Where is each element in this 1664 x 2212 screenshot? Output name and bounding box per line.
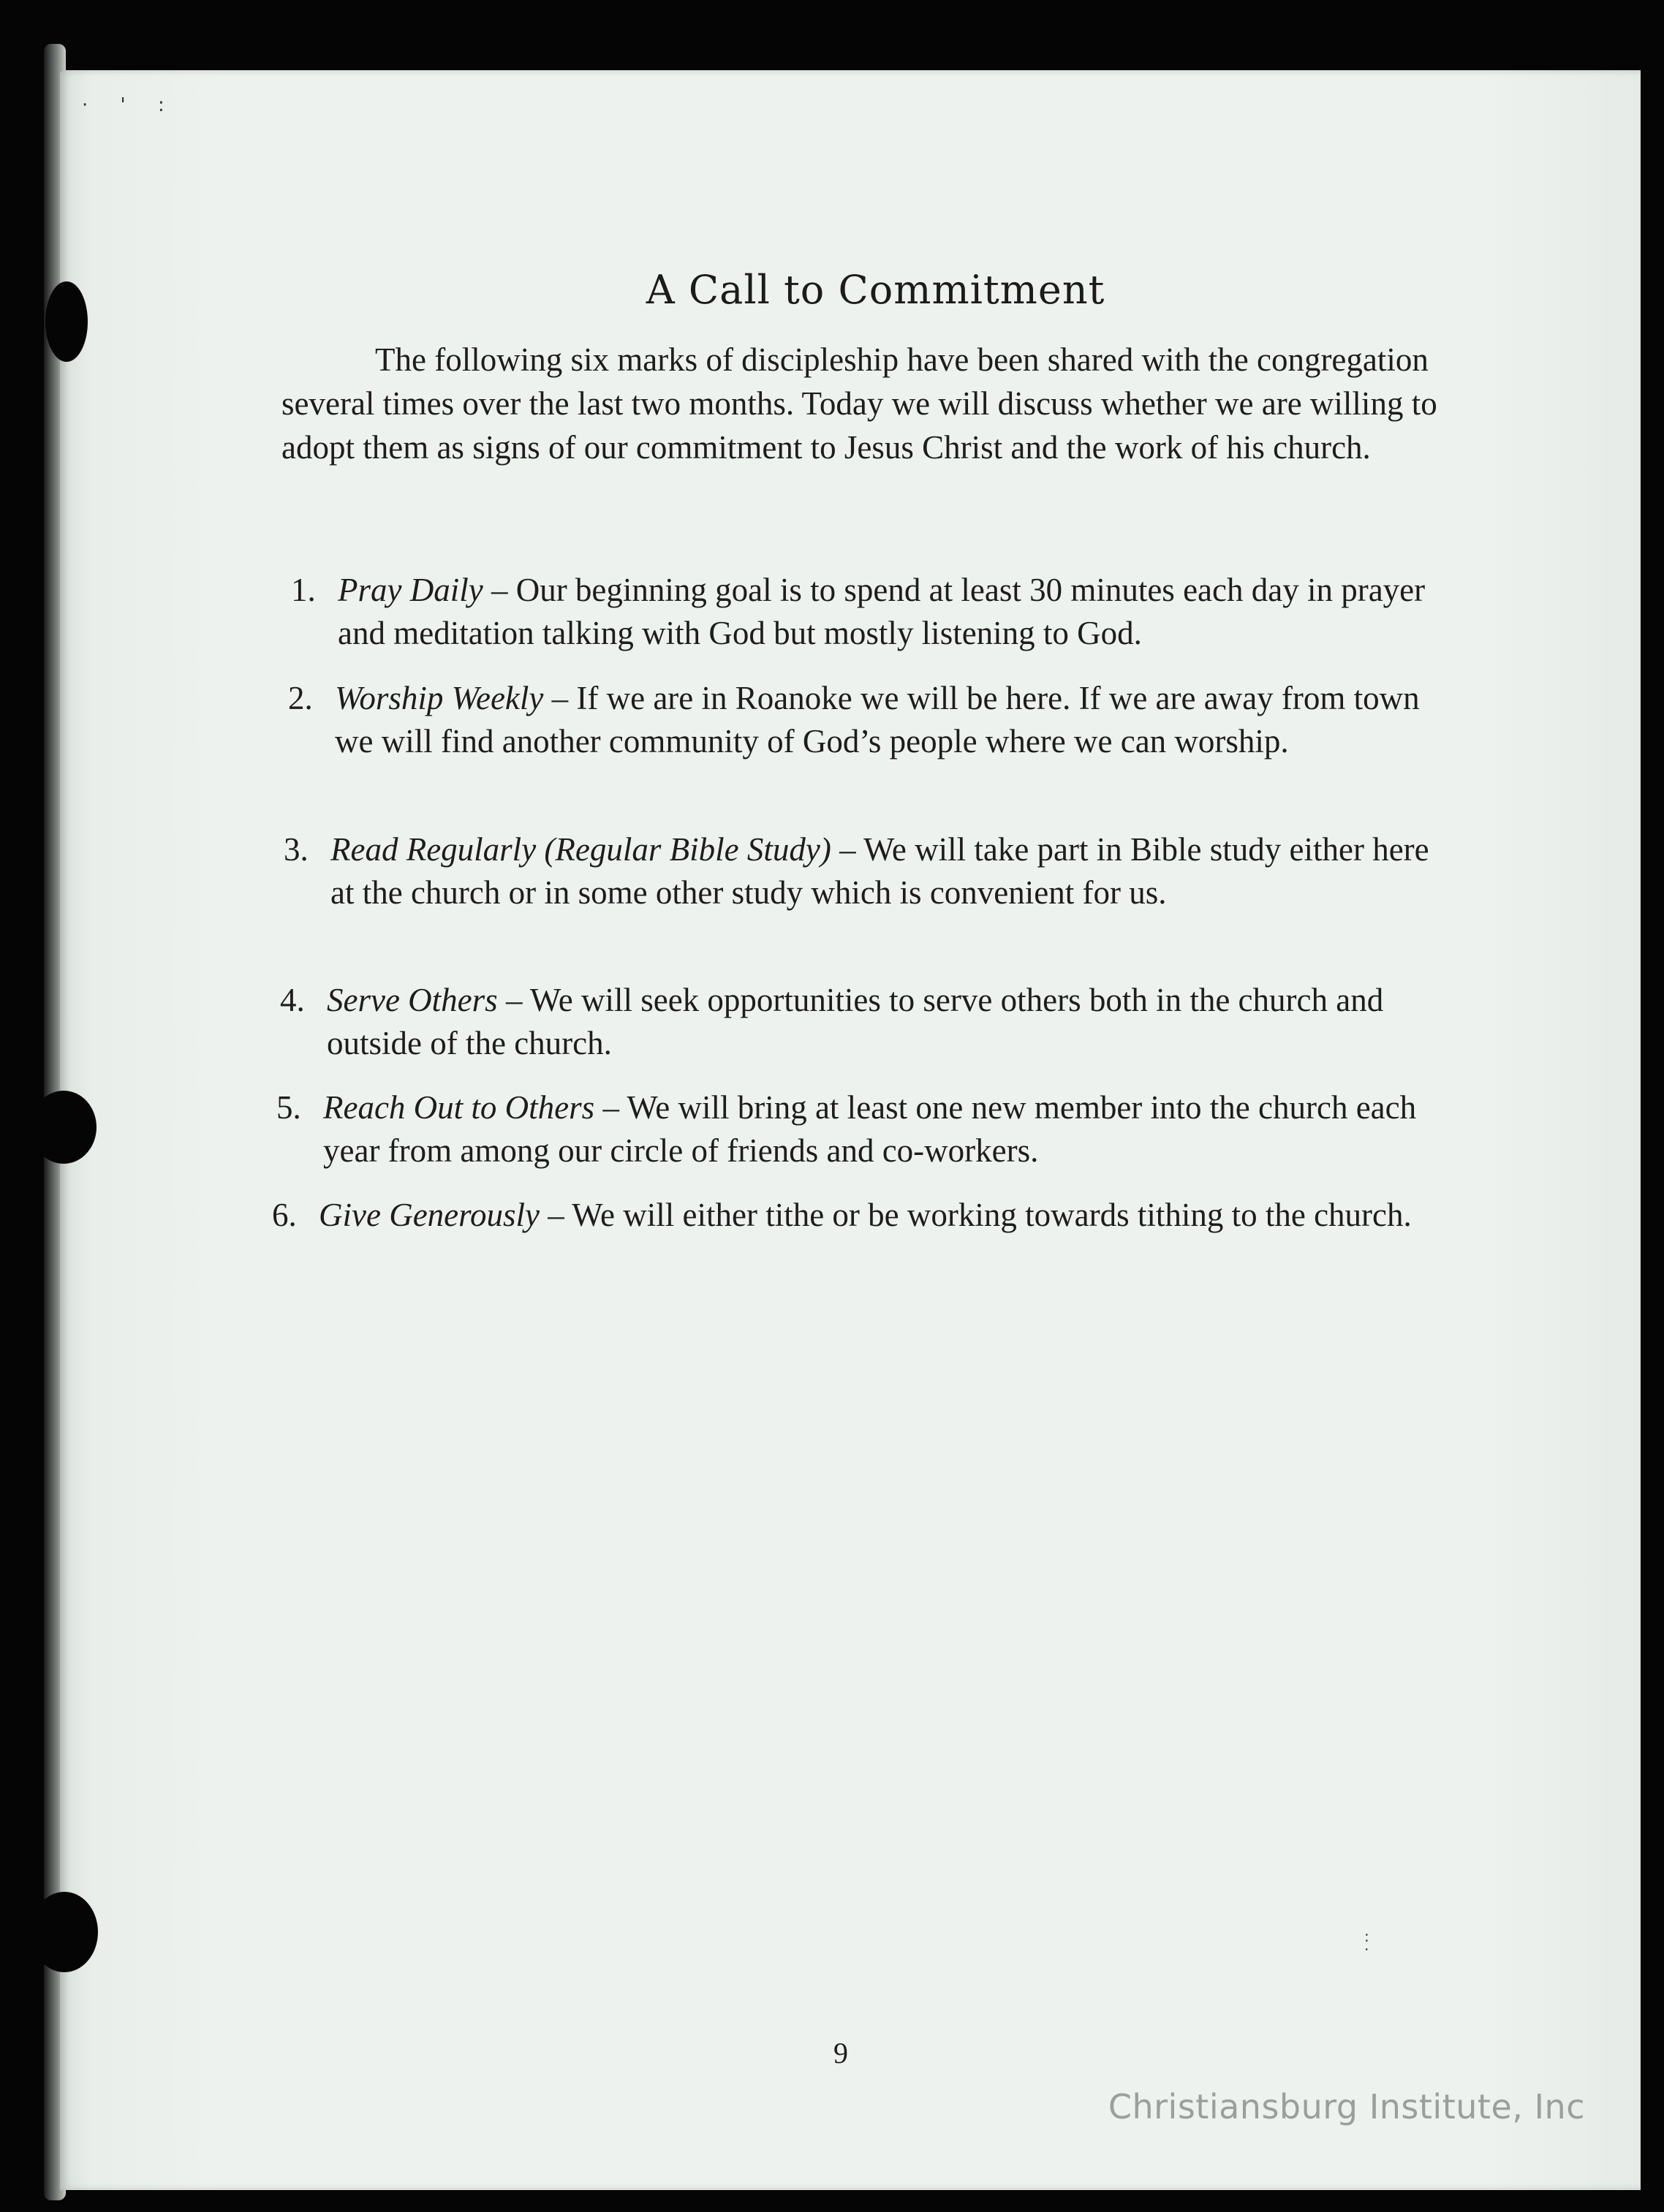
list-item-text: – We will bring at least one new member into the church each year from among our circle of friends and co-workers. [323,1089,1417,1169]
list-item-number: 2. [288,680,313,716]
list-item-number: 6. [272,1197,297,1233]
list-item-body [330,828,1442,914]
list-item-text: – Our beginning goal is to spend at least 30 minutes each day in prayer and meditation talking with God but mostly listening to God. [338,572,1426,651]
list-item-body [327,979,1438,1065]
list-item-body [335,677,1446,763]
list-item-name: Read Regularly (Regular Bible Study) [330,831,831,868]
list-item-body [319,1194,1430,1237]
list-item-number: 4. [280,982,305,1018]
list-item-number: 3. [284,831,309,868]
list-item-number: 5. [276,1089,301,1126]
paper-specks-lower: : · [1364,1928,1383,1958]
list-item-name: Reach Out to Others [323,1089,595,1126]
list-item-name: Worship Weekly [335,680,544,716]
list-item-body [323,1086,1434,1173]
list-item-text: – We will take part in Bible study either here at the church or in some other study which is convenient for us. [330,831,1429,911]
list-item-name: Serve Others [327,982,498,1018]
list-item-text: – We will seek opportunities to serve others both in the church and outside of the church. [327,982,1384,1061]
document-title: A Call to Commitment [646,267,1105,313]
list-item-body [338,569,1449,655]
list-item-number: 1. [291,572,316,608]
binder-hole-bottom [31,1892,98,1972]
watermark: Christiansburg Institute, Inc [1108,2087,1585,2126]
list-item-text: – We will either tithe or be working towards tithing to the church. [539,1197,1412,1233]
page-number: 9 [833,2037,848,2069]
paper-specks: · ' : [82,94,178,116]
binder-hole-middle [31,1091,97,1164]
intro-paragraph: The following six marks of discipleship have been shared with the congregation several times over the last two months. Today we will discuss whether we are willing to adopt them as signs of our commitment to Jesus Christ and the work of his church. [281,341,1437,466]
list-item-name: Pray Daily [338,572,483,608]
list-item-text: – If we are in Roanoke we will be here. If we are away from town we will find another community of God’s people where we can worship. [335,680,1420,760]
list-item-name: Give Generously [319,1197,540,1233]
